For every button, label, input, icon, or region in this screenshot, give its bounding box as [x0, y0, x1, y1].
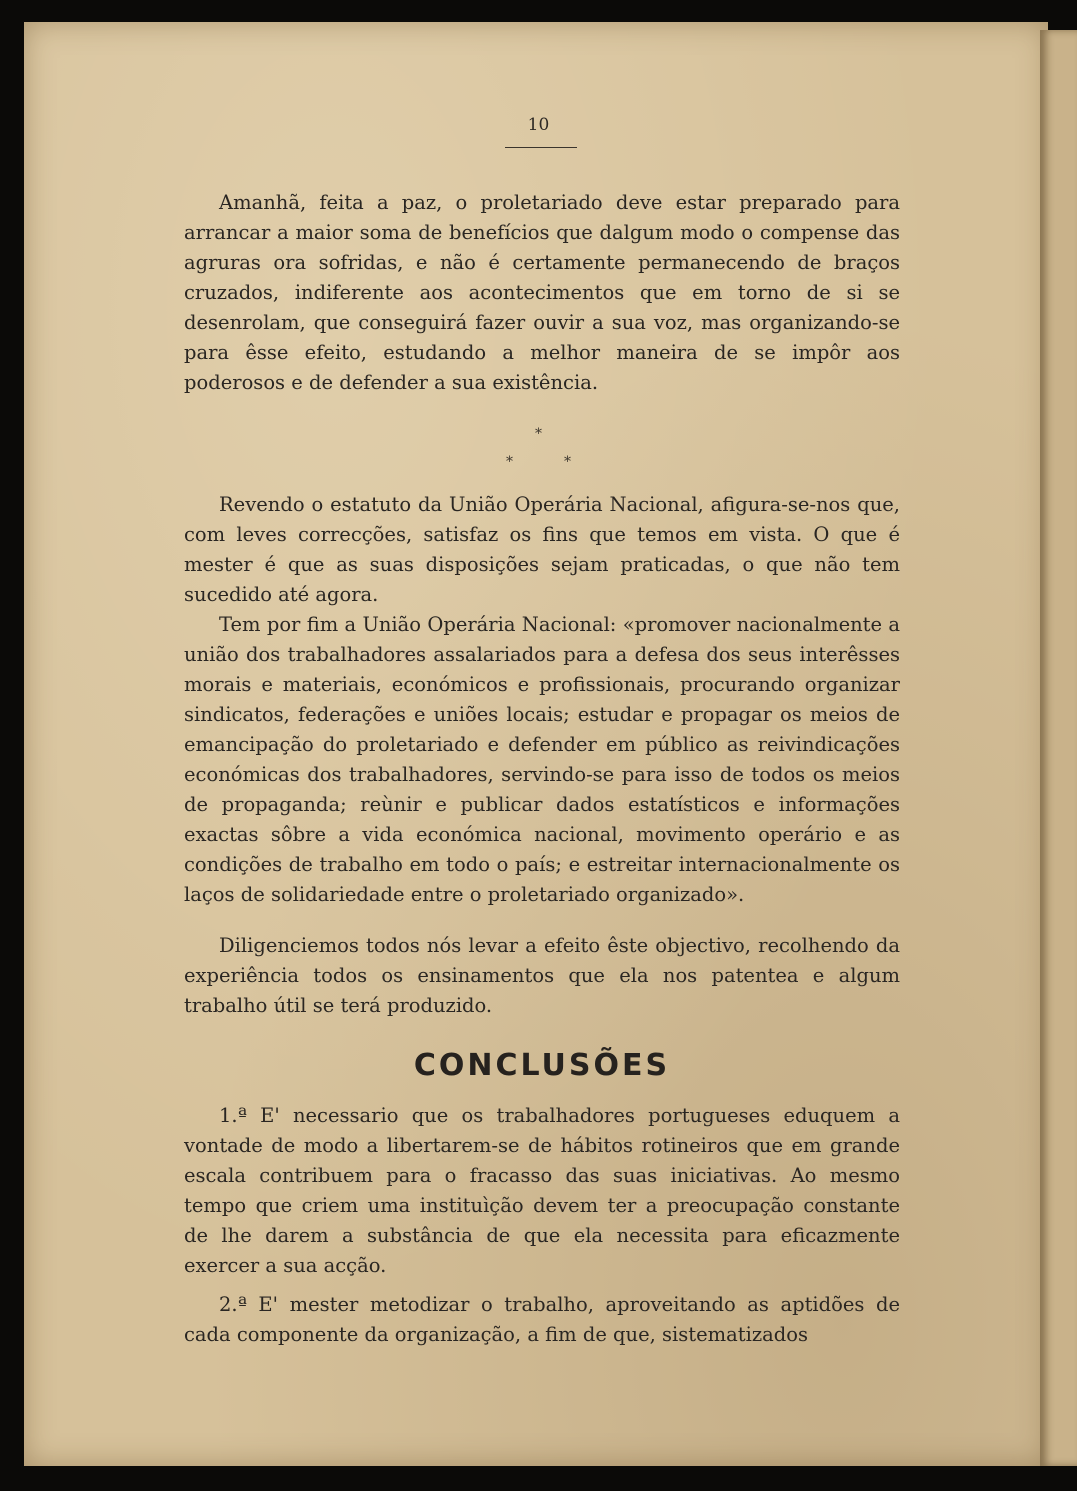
next-page-edge: [1040, 30, 1077, 1466]
conclusion-item-1: 1.ª E' necessario que os trabalhadores portugueses eduquem a vontade de modo a libertarem-se de hábitos rotineiros que em grande escala contribuem para o fracasso das suas iniciativas. Ao mesmo tempo que criem uma instituìção devem ter a preocupação constante de lhe darem a substância de que ela necessita para eficazmente exercer a sua acção.: [184, 1104, 900, 1277]
paragraph-tem-por-fim: Tem por fim a União Operária Nacional: «promover nacionalmente a união dos trabalhadores assalariados para a defesa dos seus interêsses morais e materiais, económicos e profissionais, procurando organizar sindicatos, federações e uniões locais; estudar e propagar os meios de emancipação do proletariado e defender em público as reivindicações económicas dos trabalhadores, servindo-se para isso de todos os meios de propaganda; reùnir e publicar dados estatísticos e informações exactas sôbre a vida económica nacional, movimento operário e as condições de trabalho em todo o país; e estreitar internacionalmente os laços de solidariedade entre o proletariado organizado».: [184, 613, 900, 906]
paragraph-amanha: Amanhã, feita a paz, o proletariado deve estar preparado para arrancar a maior soma de benefícios que dalgum modo o compense das agruras ora sofridas, e não é certamente permanecendo de braços cruzados, indiferente aos acontecimentos que em torno de si se desenrolam, que conseguirá fazer ouvir a sua voz, mas organizando-se para êsse efeito, estudando a melhor maneira de se impôr aos poderosos e de defender a sua existência.: [184, 191, 900, 394]
paragraph-diligenciemos: Diligenciemos todos nós levar a efeito êste objectivo, recolhendo da experiência todos os ensinamentos que ela nos patentea e algum trabalho útil se terá produzido.: [184, 934, 900, 1017]
paragraph-revendo: Revendo o estatuto da União Operária Nacional, afigura-se-nos que, com leves correcções, satisfaz os fins que temos em vista. O que é mester é que as suas disposições sejam praticadas, o que não tem sucedido até agora.: [184, 493, 900, 606]
page-number-rule: [505, 147, 577, 148]
asterism-top-star: *: [535, 426, 542, 442]
page-number: 10: [527, 115, 550, 135]
asterism-left-star: *: [506, 454, 513, 470]
section-heading-conclusoes: CONCLUSÕES: [413, 1048, 671, 1083]
asterism-right-star: *: [564, 454, 571, 470]
conclusion-item-2: 2.ª E' mester metodizar o trabalho, aproveitando as aptidões de cada componente da organização, a fim de que, sistematizados: [184, 1293, 900, 1346]
